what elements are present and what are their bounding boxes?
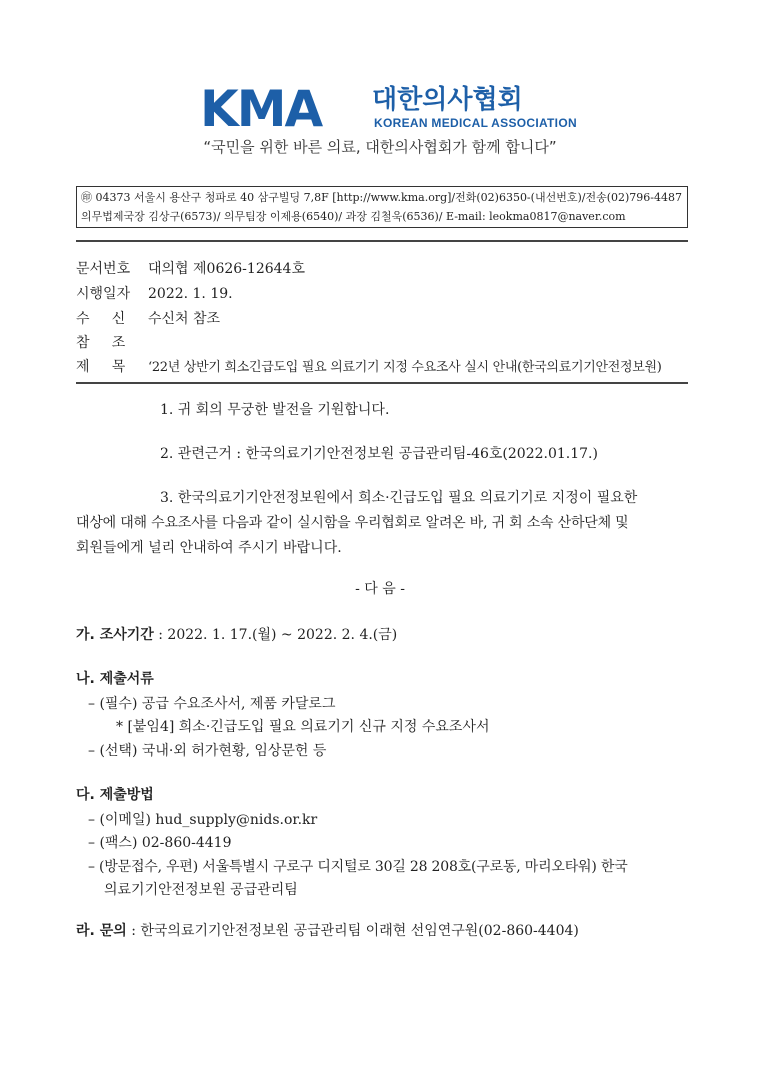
contact-line: 의무법제국장 김상구(6573)/ 의무팀장 이제용(6540)/ 과장 김철욱(6536)/ E-mail: leokma0817@naver.com [81,210,626,223]
section-ra [76,920,579,940]
following-marker: - 다 음 - [355,581,405,597]
required-documents-note: * [붙임4] 희소·긴급도입 필요 의료기기 신규 지정 수요조사서 [116,719,490,735]
logo-mark: KMA [200,80,322,138]
doc-number-label: 문서번호 [76,261,131,277]
section-ra-title: 라. 문의 [76,923,127,939]
section-da-title: 다. 제출방법 [76,787,154,803]
paragraph-1: 1. 귀 회의 무궁한 발전을 기원합니다. [160,402,390,418]
date-label: 시행일자 [76,286,131,302]
org-name-en: KOREAN MEDICAL ASSOCIATION [374,116,577,130]
meta-divider [76,382,688,384]
subject-row [76,355,662,379]
submit-visit-line-2: 의료기기안전정보원 공급관리팀 [104,882,298,898]
recipient-row [76,307,220,331]
reference-row [76,331,148,355]
org-name-kr: 대한의사협회 [372,85,523,115]
recipient-label: 수 신 [76,311,126,327]
doc-number: 대의협 제0626-12644호 [148,261,305,277]
paragraph-3-line-2: 대상에 대해 수요조사를 다음과 같이 실시함을 우리협회로 알려온 바, 귀 회 소속 산하단체 및 [76,515,629,531]
recipient: 수신처 참조 [148,311,221,327]
submit-email: – (이메일) hud_supply@nids.or.kr [88,812,318,828]
required-documents: – (필수) 공급 수요조사서, 제품 카달로그 [88,696,336,712]
inquiry-contact: : 한국의료기기안전정보원 공급관리팀 이래현 선임연구원(02-860-4404) [126,923,579,939]
section-ga [76,624,397,644]
kma-logo [190,80,590,138]
optional-documents: – (선택) 국내·외 허가현황, 임상문헌 등 [88,743,327,759]
subject-label: 제 목 [76,359,126,375]
header-divider [76,240,688,242]
address-line: ㊞ 04373 서울시 용산구 청파로 40 삼구빌딩 7,8F [http://www.kma.org]/전화(02)6350-(내선번호)/전송(02)796-4487 [81,191,682,204]
reference-label: 참 조 [76,335,126,351]
contact-info-box [76,186,688,228]
submit-fax: – (팩스) 02-860-4419 [88,835,232,851]
paragraph-2: 2. 관련근거 : 한국의료기기안전정보원 공급관리팀-46호(2022.01.17.) [160,446,598,462]
paragraph-3-line-1: 3. 한국의료기기안전정보원에서 희소·긴급도입 필요 의료기기로 지정이 필요한 [160,490,638,506]
date-row [76,282,233,306]
issue-date: 2022. 1. 19. [148,286,233,302]
doc-number-row [76,257,305,281]
subject: ‘22년 상반기 희소긴급도입 필요 의료기기 지정 수요조사 실시 안내(한국의료기기안전정보원) [148,360,662,375]
section-ga-title: 가. 조사기간 [76,627,154,643]
submit-visit-line-1: – (방문접수, 우편) 서울특별시 구로구 디지털로 30길 28 208호(구로동, 마리오타워) 한국 [88,859,628,875]
paragraph-3-line-3: 회원들에게 널리 안내하여 주시기 바랍니다. [76,540,342,556]
survey-period: : 2022. 1. 17.(월) ~ 2022. 2. 4.(금) [153,627,398,643]
slogan: “국민을 위한 바른 의료, 대한의사협회가 함께 합니다” [203,138,557,156]
section-na-title: 나. 제출서류 [76,671,154,687]
